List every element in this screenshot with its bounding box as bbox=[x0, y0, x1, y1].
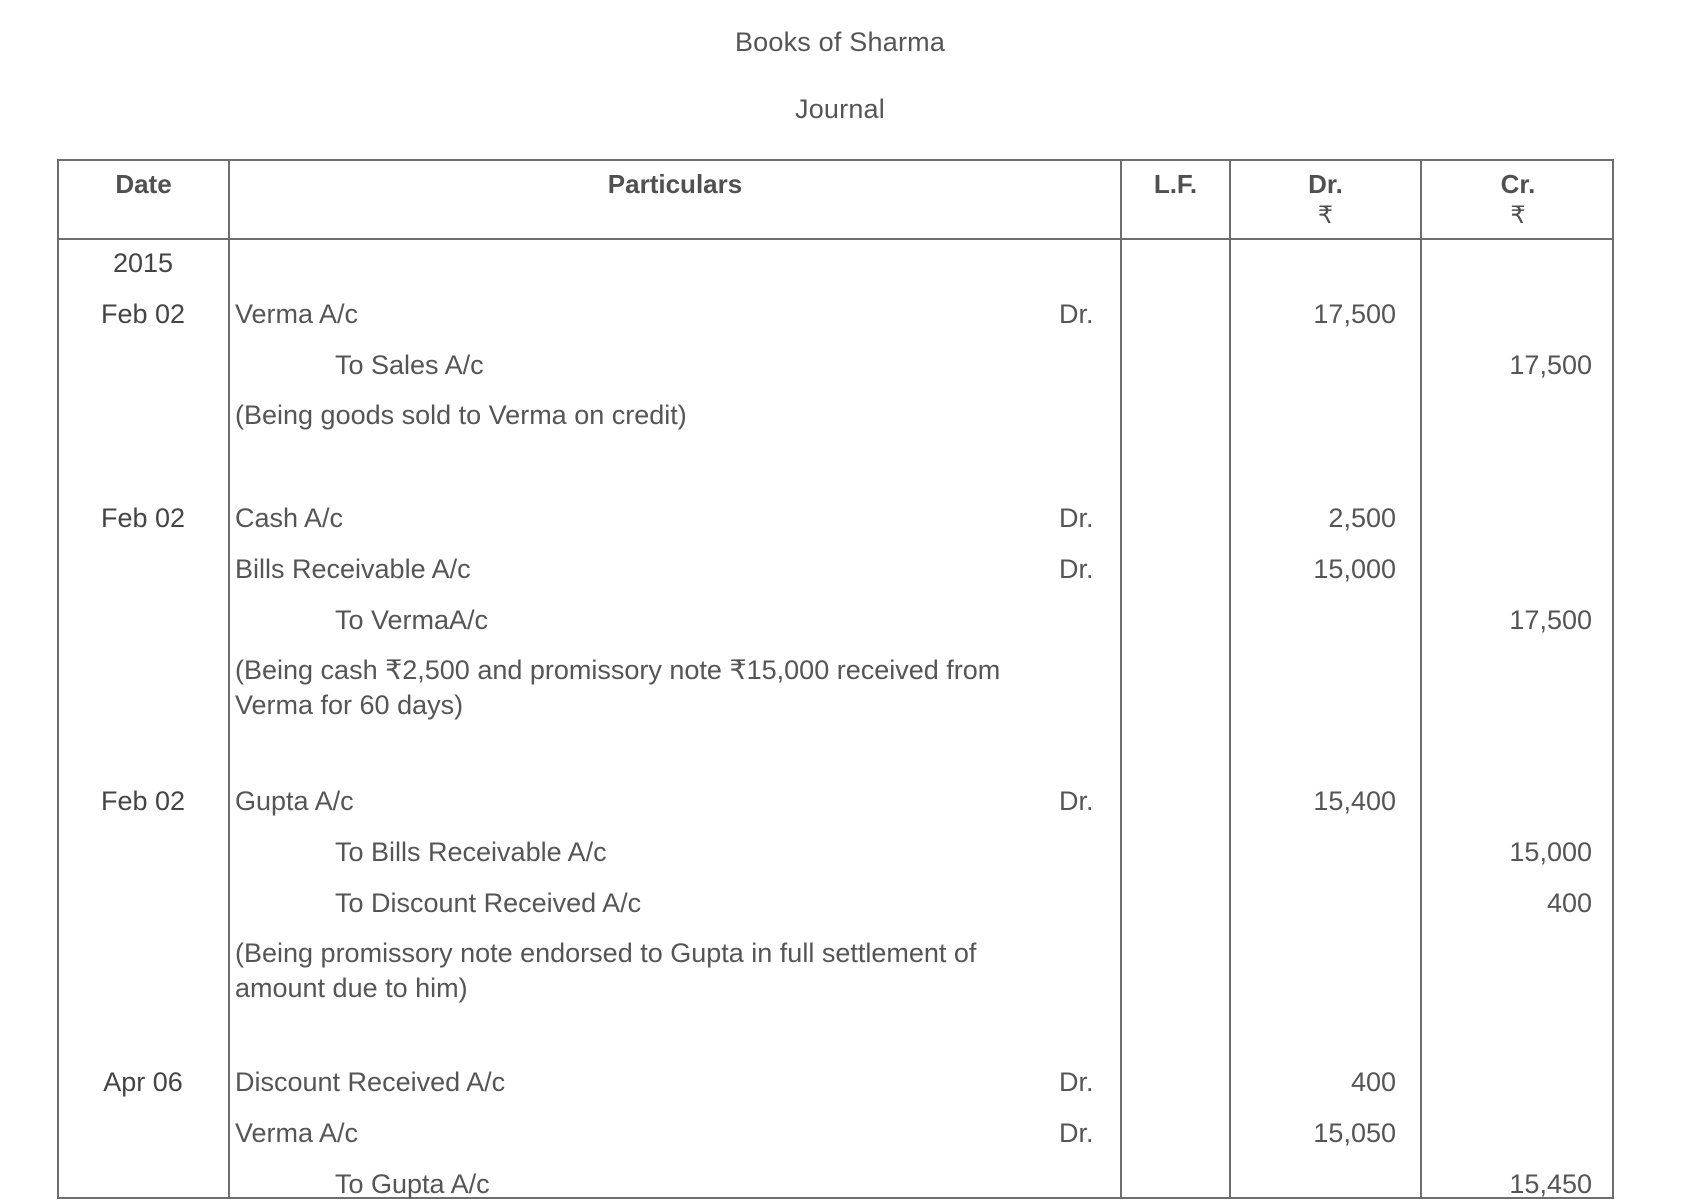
column-divider bbox=[1120, 161, 1122, 1197]
debit-account: Bills Receivable A/c bbox=[235, 554, 471, 584]
narration: (Being promissory note endorsed to Gupta in full settlement of amount due to him) bbox=[235, 938, 977, 1003]
journal-title: Journal bbox=[795, 94, 885, 124]
header-lf: L.F. bbox=[1153, 169, 1198, 199]
debit-amount: 400 bbox=[1350, 1067, 1396, 1097]
debit-account: Cash A/c bbox=[235, 503, 344, 533]
debit-account: Verma A/c bbox=[235, 1118, 359, 1148]
header-date: Date bbox=[115, 169, 172, 199]
column-divider bbox=[228, 161, 230, 1197]
narration: (Being cash ₹2,500 and promissory note ₹15,000 received from Verma for 60 days) bbox=[235, 655, 1001, 720]
journal-table bbox=[57, 159, 1614, 1199]
debit-amount: 2,500 bbox=[1328, 503, 1396, 533]
debit-account: Discount Received A/c bbox=[235, 1067, 506, 1097]
column-divider bbox=[1420, 161, 1422, 1197]
credit-amount: 15,000 bbox=[1509, 837, 1592, 867]
header-cr-label: Cr. bbox=[1500, 169, 1536, 199]
debit-amount: 15,400 bbox=[1313, 786, 1396, 816]
dr-marker: Dr. bbox=[1059, 786, 1094, 816]
header-divider bbox=[59, 238, 1612, 240]
debit-amount: 17,500 bbox=[1313, 299, 1396, 329]
credit-amount: 17,500 bbox=[1509, 350, 1592, 380]
entry-date: Feb 02 bbox=[100, 786, 186, 816]
dr-marker: Dr. bbox=[1059, 503, 1094, 533]
debit-amount: 15,050 bbox=[1313, 1118, 1396, 1148]
dr-marker: Dr. bbox=[1059, 299, 1094, 329]
dr-marker: Dr. bbox=[1059, 1067, 1094, 1097]
year-cell: 2015 bbox=[112, 248, 174, 278]
debit-account: Gupta A/c bbox=[235, 786, 354, 816]
credit-amount: 17,500 bbox=[1509, 605, 1592, 635]
entry-date: Apr 06 bbox=[103, 1067, 183, 1097]
credit-amount: 15,450 bbox=[1509, 1169, 1592, 1199]
debit-amount: 15,000 bbox=[1313, 554, 1396, 584]
header-dr bbox=[1231, 169, 1420, 231]
dr-marker: Dr. bbox=[1059, 1118, 1094, 1148]
header-particulars: Particulars bbox=[607, 169, 743, 199]
entry-date: Feb 02 bbox=[100, 299, 186, 329]
header-cr bbox=[1422, 169, 1614, 231]
rupee-symbol: ₹ bbox=[1510, 202, 1526, 229]
credit-account: To VermaA/c bbox=[335, 605, 489, 635]
entry-date: Feb 02 bbox=[100, 503, 186, 533]
debit-account: Verma A/c bbox=[235, 299, 359, 329]
credit-account: To Discount Received A/c bbox=[335, 888, 642, 918]
narration: (Being goods sold to Verma on credit) bbox=[235, 400, 687, 430]
credit-account: To Sales A/c bbox=[335, 350, 484, 380]
credit-account: To Gupta A/c bbox=[335, 1169, 490, 1199]
books-title: Books of Sharma bbox=[734, 27, 946, 57]
credit-account: To Bills Receivable A/c bbox=[335, 837, 607, 867]
credit-amount: 400 bbox=[1546, 888, 1592, 918]
rupee-symbol: ₹ bbox=[1317, 202, 1334, 229]
dr-marker: Dr. bbox=[1059, 554, 1094, 584]
header-dr-label: Dr. bbox=[1308, 169, 1343, 199]
